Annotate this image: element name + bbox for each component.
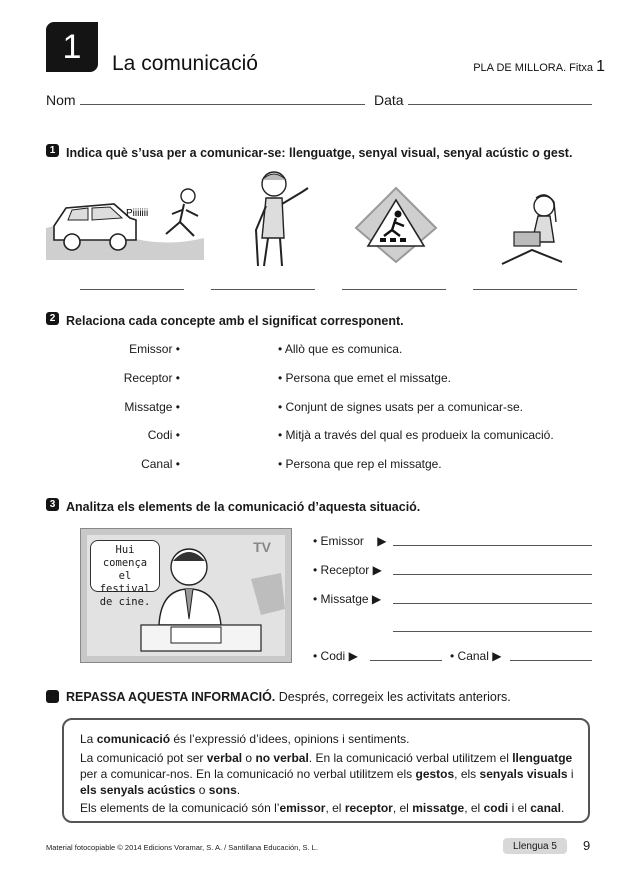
canal-label: • Canal ▶	[450, 649, 502, 663]
answer-line-4[interactable]	[473, 289, 577, 290]
reading-girl-illustration	[492, 190, 576, 270]
gesture-illustration	[232, 168, 318, 270]
missatge-field-2[interactable]	[393, 631, 592, 632]
meaning-item: • Allò que es comunica.	[278, 342, 403, 356]
info-bullet-icon	[46, 690, 59, 703]
concept-item: Receptor •	[123, 371, 180, 385]
meaning-item: • Persona que emet el missatge.	[278, 371, 451, 385]
concept-item: Codi •	[147, 428, 180, 442]
concept-item: Missatge •	[124, 400, 180, 414]
page-number: 9	[583, 838, 591, 853]
nom-label: Nom	[46, 92, 76, 108]
answer-line-1[interactable]	[80, 289, 184, 290]
meaning-item: • Mitjà a través del qual es produeix la comunicació.	[278, 428, 554, 442]
activity-3-number: 3	[46, 498, 59, 511]
repassa-instruction: REPASSA AQUESTA INFORMACIÓ. Després, corregeix les activitats anteriors.	[66, 690, 511, 704]
activity-2-number: 2	[46, 312, 59, 325]
activity-3-instruction: Analitza els elements de la comunicació d’aquesta situació.	[66, 500, 421, 514]
meaning-item: • Conjunt de signes usats per a comunicar-se.	[278, 400, 524, 414]
emissor-label: • Emissor ▶	[313, 534, 387, 548]
car-horn-illustration	[44, 178, 212, 263]
codi-field[interactable]	[370, 660, 442, 661]
speech-bubble: Hui comença el festival de cine.	[90, 540, 160, 592]
tv-label: TV	[253, 539, 271, 555]
page-title: La comunicació	[112, 52, 258, 75]
concept-item: Emissor •	[129, 342, 180, 356]
receptor-label: • Receptor ▶	[313, 563, 382, 577]
data-label: Data	[374, 92, 404, 108]
meaning-item: • Persona que rep el missatge.	[278, 457, 442, 471]
canal-field[interactable]	[510, 660, 592, 661]
data-field[interactable]	[408, 104, 592, 105]
subject-badge: Llengua 5	[503, 838, 567, 854]
codi-label: • Codi ▶	[313, 649, 358, 663]
nom-field[interactable]	[80, 104, 365, 105]
info-paragraph: La comunicació pot ser verbal o no verbal. En la comunicació verbal utilitzem el llenguatge per a comunicar-nos. En la comunicació no verbal utilitzem els gestos, els senyals visuals i els senyals acústics o sons.	[80, 751, 574, 797]
receptor-field[interactable]	[393, 574, 592, 575]
concept-item: Canal •	[141, 457, 180, 471]
answer-line-3[interactable]	[342, 289, 446, 290]
missatge-label: • Missatge ▶	[313, 592, 382, 606]
footer-copyright: Material fotocopiable © 2014 Edicions Voramar, S. A. / Santillana Educación, S. L.	[46, 843, 318, 852]
plan-label: PLA DE MILLORA. Fitxa 1	[473, 58, 605, 75]
activity-2-instruction: Relaciona cada concepte amb el significat corresponent.	[66, 314, 404, 328]
info-paragraph: La comunicació és l’expressió d’idees, opinions i sentiments.	[80, 732, 410, 746]
road-sign-illustration	[352, 184, 440, 264]
answer-line-2[interactable]	[211, 289, 315, 290]
activity-1-instruction: Indica què s’usa per a comunicar-se: llenguatge, senyal visual, senyal acústic o gest.	[66, 146, 573, 160]
info-paragraph: Els elements de la comunicació són l’emissor, el receptor, el missatge, el codi i el canal.	[80, 801, 565, 815]
missatge-field[interactable]	[393, 603, 592, 604]
car-sound-text: Piiiiiii	[126, 208, 149, 219]
emissor-field[interactable]	[393, 545, 592, 546]
activity-1-number: 1	[46, 144, 59, 157]
unit-number-badge: 1	[46, 22, 98, 72]
